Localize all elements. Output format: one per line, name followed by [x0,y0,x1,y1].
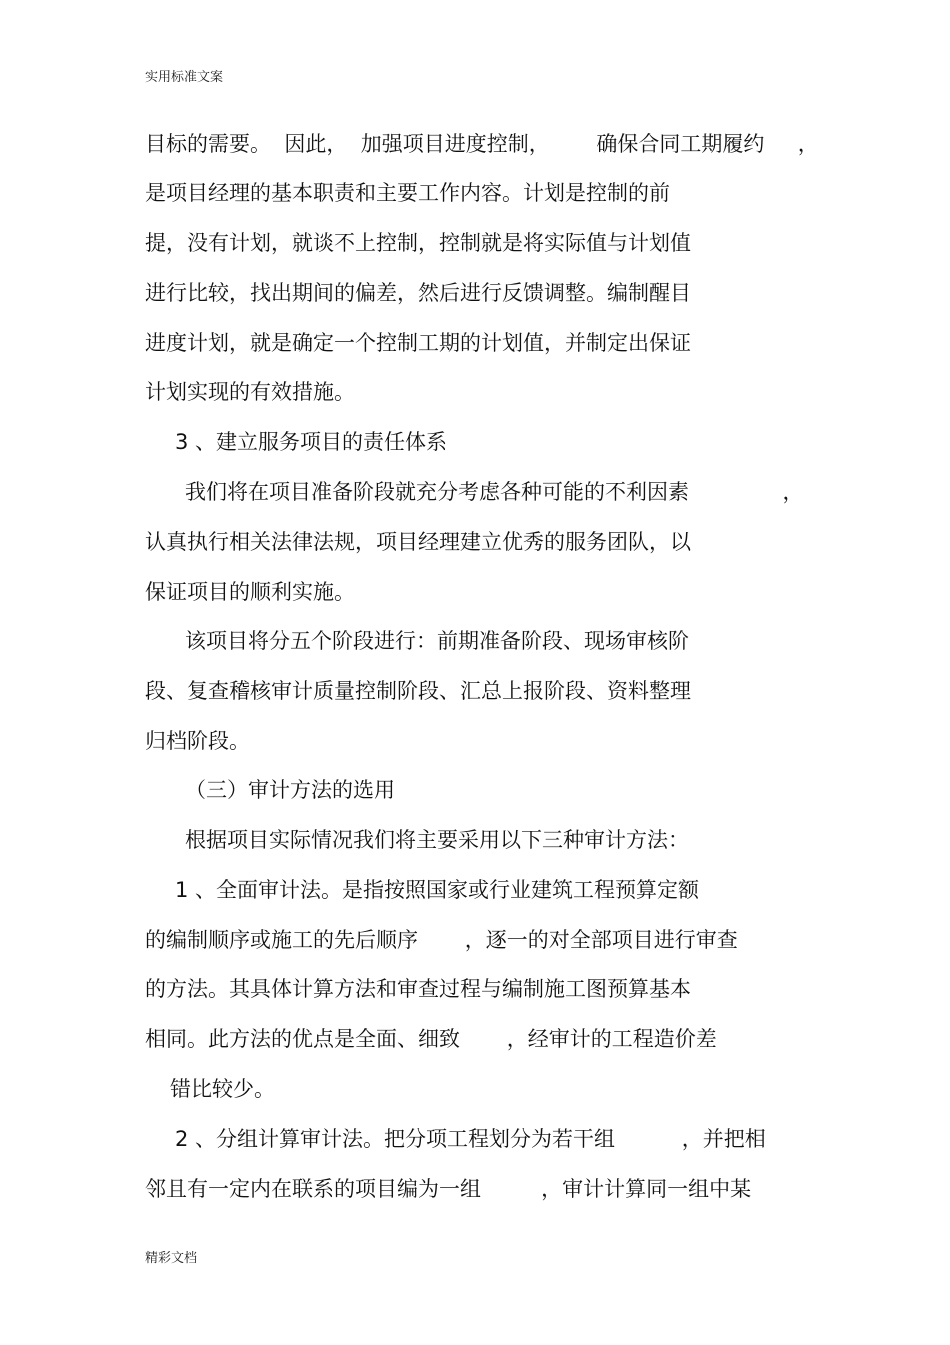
text-line: 是项目经理的基本职责和主要工作内容。计划是控制的前 [145,181,670,205]
text-line: 2 、分组计算审计法。把分项工程划分为若干组 ，并把相 [175,1127,766,1151]
page-footer: 精彩文档 [145,1251,198,1266]
text-line: 的方法。其具体计算方法和审查过程与编制施工图预算基本 [145,977,691,1001]
text-line: 归档阶段。 [145,729,250,753]
section-heading: （三）审计方法的选用 [185,778,395,802]
text-line: 保证项目的顺利实施。 [145,580,355,604]
text-line: 邻且有一定内在联系的项目编为一组 ，审计计算同一组中某 [145,1177,752,1201]
text-line: 段、复查稽核审计质量控制阶段、汇总上报阶段、资料整理 [145,679,691,703]
text-line: 进度计划，就是确定一个控制工期的计划值，并制定出保证 [145,331,691,355]
text-line: 1 、全面审计法。是指按照国家或行业建筑工程预算定额 [175,878,700,902]
page-header: 实用标准文案 [145,70,224,85]
text-line: 计划实现的有效措施。 [145,380,355,404]
text-line: 认真执行相关法律法规，项目经理建立优秀的服务团队，以 [145,530,691,554]
text-line: 相同。此方法的优点是全面、细致 ，经审计的工程造价差 [145,1027,717,1051]
section-heading: 3 、建立服务项目的责任体系 [175,430,448,454]
text-line: 错比较少。 [170,1077,275,1101]
text-line: 根据项目实际情况我们将主要采用以下三种审计方法： [185,828,689,852]
text-line: 目标的需要。 因此， 加强项目进度控制， 确保合同工期履约 ， [145,132,819,156]
text-line: 该项目将分五个阶段进行：前期准备阶段、现场审核阶 [185,629,689,653]
text-line: 我们将在项目准备阶段就充分考虑各种可能的不利因素 ， [185,480,804,504]
text-line: 进行比较，找出期间的偏差，然后进行反馈调整。编制醒目 [145,281,691,305]
text-line: 提，没有计划，就谈不上控制，控制就是将实际值与计划值 [145,231,691,255]
text-line: 的编制顺序或施工的先后顺序 ，逐一的对全部项目进行审查 [145,928,738,952]
